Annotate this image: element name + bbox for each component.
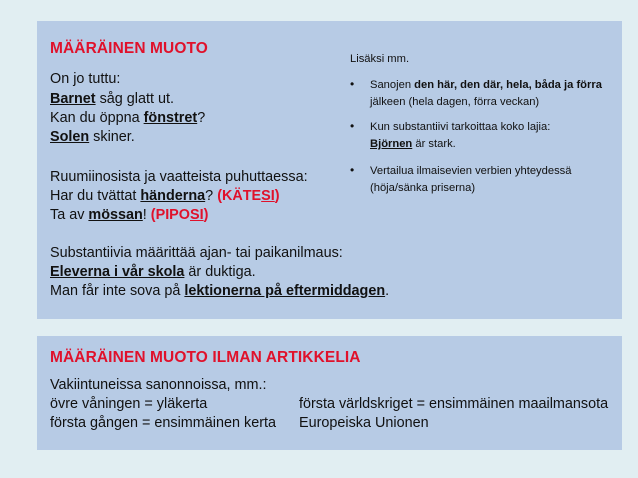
side-note-3-line-2: (höja/sänka priserna) [370, 182, 476, 194]
text-span: Har du tvättat [50, 188, 141, 204]
side-note-1-line-1 [370, 77, 602, 94]
example-forsta-gangen: första gången = ensimmäinen kerta [50, 415, 276, 431]
text-span: ? [205, 188, 218, 204]
example-ovre-vaningen: övre våningen = yläkerta [50, 396, 208, 412]
example-fonstret [50, 110, 205, 126]
text-span: skiner. [89, 129, 135, 145]
text-span: Kan du öppna [50, 110, 144, 126]
example-barnet [50, 91, 174, 107]
underlined-word: mössan [88, 207, 143, 223]
text-span: Ta av [50, 207, 89, 223]
side-note-2-line-1: Kun substantiivi tarkoittaa koko lajia: [370, 121, 551, 133]
text-line-already-familiar: On jo tuttu: [50, 71, 121, 87]
text-line-time-place: Substantiivia määrittää ajan- tai paikanilmaus: [50, 245, 343, 261]
text-line-body-parts: Ruumiinosista ja vaatteista puhuttaessa: [50, 169, 308, 185]
example-mossan [50, 207, 208, 223]
text-span: Man får inte sova på [50, 283, 185, 299]
bullet-icon: • [350, 77, 355, 91]
bullet-icon: • [350, 119, 355, 133]
text-span: ) [274, 188, 280, 204]
example-solen [50, 129, 135, 145]
bullet-icon: • [350, 163, 355, 177]
text-span: ) [203, 207, 209, 223]
side-note-3-line-1: Vertailua ilmaisevien verbien yhteydessä [370, 165, 572, 177]
text-span: ? [197, 110, 206, 126]
text-span: är duktiga. [184, 264, 256, 280]
text-line-fixed-expressions: Vakiintuneissa sanonnoissa, mm.: [50, 377, 267, 393]
underlined-phrase: Eleverna i vår skola [50, 264, 185, 280]
example-lektionerna [50, 283, 389, 299]
side-note-1-line-2: jälkeen (hela dagen, förra veckan) [370, 96, 540, 108]
example-forsta-varldskriget: första världskriget = ensimmäinen maailmansota [299, 396, 609, 412]
example-europeiska-unionen: Europeiska Unionen [299, 415, 429, 431]
text-span: (PIPO [150, 207, 190, 223]
text-span: (KÄTE [217, 188, 262, 204]
example-handerna [50, 188, 280, 204]
text-span: ! [142, 207, 151, 223]
finnish-translation [217, 188, 279, 204]
finnish-translation [151, 207, 209, 223]
without-article-heading: MÄÄRÄINEN MUOTO ILMAN ARTIKKELIA [50, 349, 361, 366]
underlined-phrase: lektionerna på eftermiddagen [184, 283, 386, 299]
underlined-suffix: SI [261, 188, 275, 204]
text-span: Sanojen [370, 79, 415, 91]
underlined-word: Björnen [370, 138, 413, 150]
text-span: . [385, 283, 390, 299]
text-span: är stark. [412, 138, 456, 150]
side-notes-title: Lisäksi mm. [350, 53, 410, 65]
underlined-suffix: SI [189, 207, 204, 223]
text-span: såg glatt ut. [95, 91, 174, 107]
underlined-word: händerna [140, 188, 206, 204]
bold-words: den här, den där, hela, båda ja förra [414, 79, 602, 91]
example-eleverna [50, 264, 256, 280]
definite-form-heading: MÄÄRÄINEN MUOTO [50, 40, 208, 57]
underlined-word: Barnet [50, 91, 96, 107]
underlined-word: fönstret [143, 110, 198, 126]
side-note-2-line-2 [370, 136, 456, 153]
underlined-word: Solen [50, 129, 90, 145]
